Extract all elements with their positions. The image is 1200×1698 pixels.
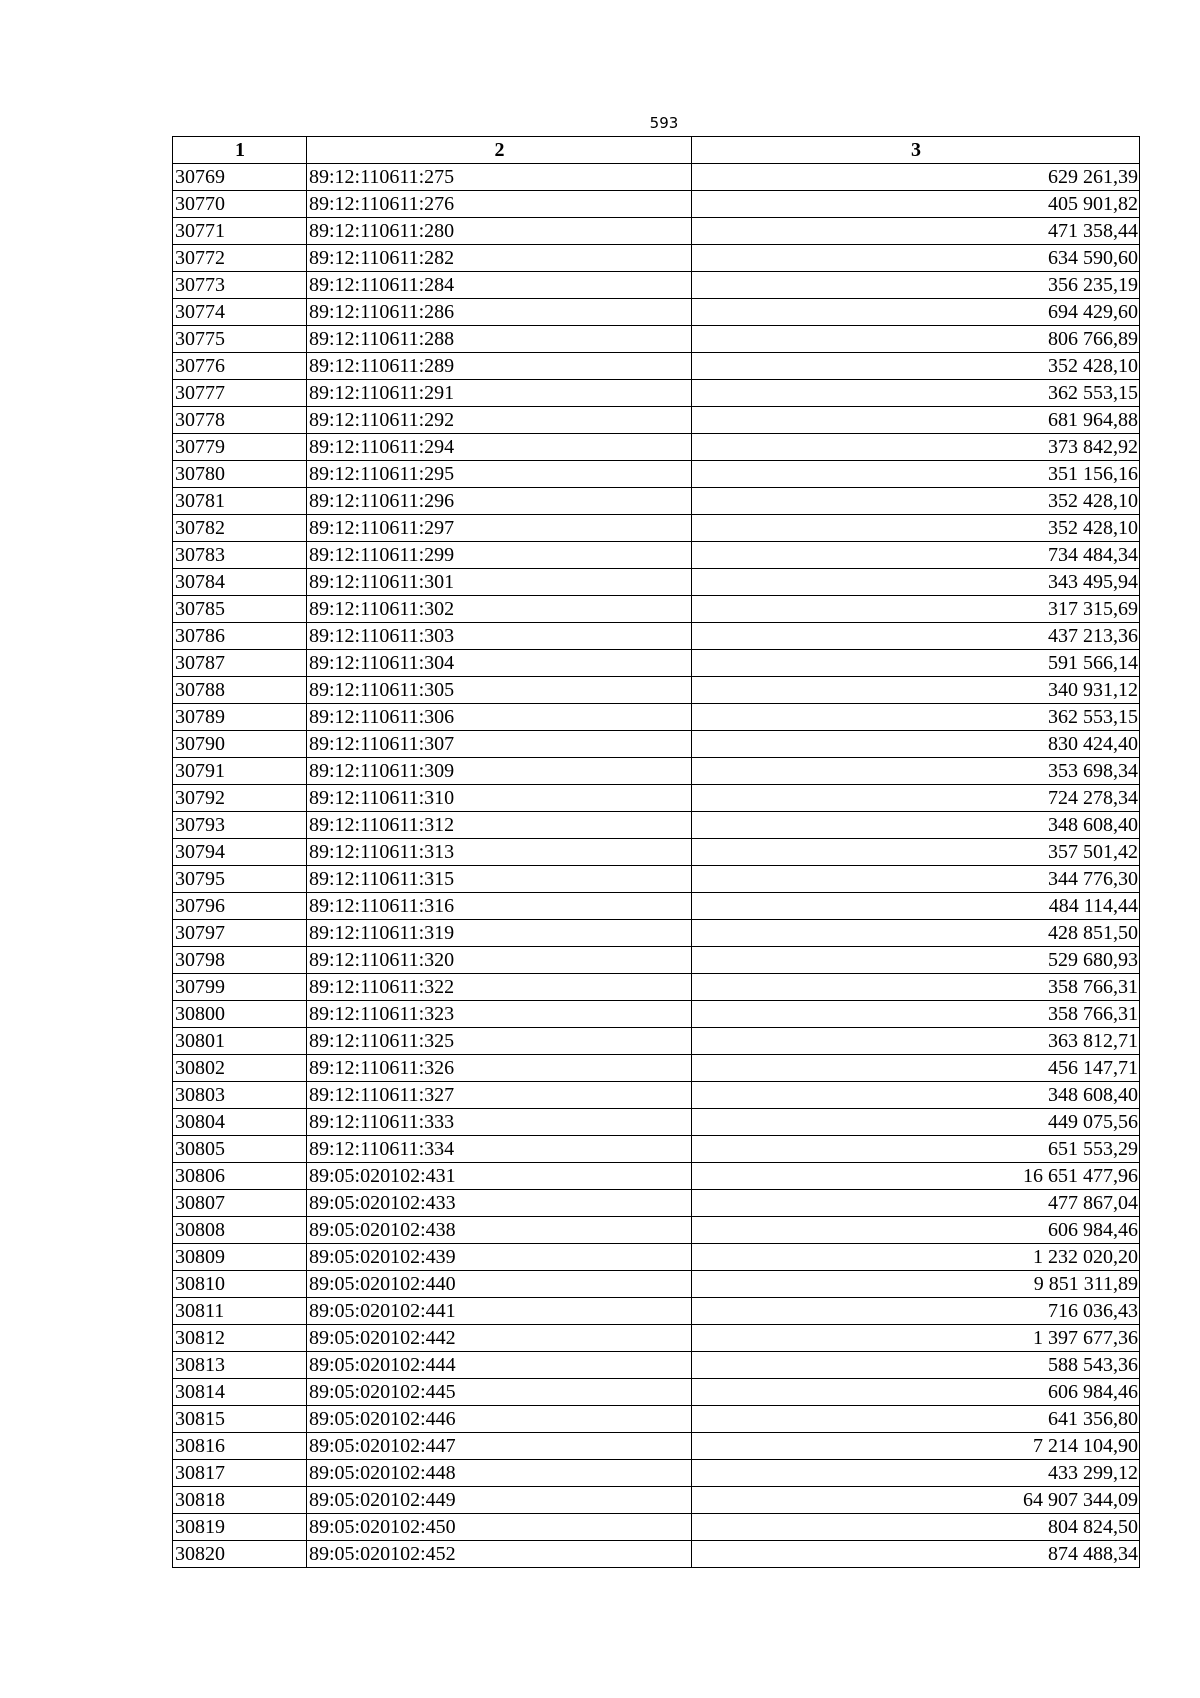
- row-number-cell: 30791: [173, 758, 307, 785]
- cadastral-number-cell: 89:05:020102:447: [307, 1433, 692, 1460]
- row-number-cell: 30770: [173, 191, 307, 218]
- row-number-cell: 30772: [173, 245, 307, 272]
- cadastral-number-cell: 89:05:020102:442: [307, 1325, 692, 1352]
- row-number-cell: 30815: [173, 1406, 307, 1433]
- cadastral-number-cell: 89:05:020102:441: [307, 1298, 692, 1325]
- value-cell: 634 590,60: [692, 245, 1140, 272]
- table-row: [173, 1460, 1140, 1487]
- table-row: [173, 812, 1140, 839]
- cadastral-number-cell: 89:12:110611:309: [307, 758, 692, 785]
- value-cell: 343 495,94: [692, 569, 1140, 596]
- cadastral-number-cell: 89:05:020102:448: [307, 1460, 692, 1487]
- row-number-cell: 30806: [173, 1163, 307, 1190]
- table-row: [173, 1379, 1140, 1406]
- cadastral-number-cell: 89:12:110611:295: [307, 461, 692, 488]
- cadastral-number-cell: 89:12:110611:310: [307, 785, 692, 812]
- value-cell: 874 488,34: [692, 1541, 1140, 1568]
- cadastral-number-cell: 89:12:110611:299: [307, 542, 692, 569]
- table-row: [173, 893, 1140, 920]
- table-row: [173, 1244, 1140, 1271]
- value-cell: 351 156,16: [692, 461, 1140, 488]
- value-cell: 734 484,34: [692, 542, 1140, 569]
- cadastral-number-cell: 89:12:110611:323: [307, 1001, 692, 1028]
- table-row: [173, 1514, 1140, 1541]
- column-header-3: 3: [692, 137, 1140, 164]
- row-number-cell: 30774: [173, 299, 307, 326]
- row-number-cell: 30794: [173, 839, 307, 866]
- cadastral-number-cell: 89:05:020102:445: [307, 1379, 692, 1406]
- cadastral-number-cell: 89:12:110611:301: [307, 569, 692, 596]
- row-number-cell: 30809: [173, 1244, 307, 1271]
- value-cell: 606 984,46: [692, 1217, 1140, 1244]
- row-number-cell: 30789: [173, 704, 307, 731]
- value-cell: 373 842,92: [692, 434, 1140, 461]
- table-row: [173, 677, 1140, 704]
- cadastral-number-cell: 89:12:110611:320: [307, 947, 692, 974]
- cadastral-number-cell: 89:12:110611:312: [307, 812, 692, 839]
- cadastral-number-cell: 89:12:110611:291: [307, 380, 692, 407]
- value-cell: 716 036,43: [692, 1298, 1140, 1325]
- table-row: [173, 704, 1140, 731]
- table-row: [173, 272, 1140, 299]
- row-number-cell: 30807: [173, 1190, 307, 1217]
- row-number-cell: 30811: [173, 1298, 307, 1325]
- table-row: [173, 623, 1140, 650]
- table-row: [173, 299, 1140, 326]
- table-row: [173, 542, 1140, 569]
- cadastral-number-cell: 89:12:110611:315: [307, 866, 692, 893]
- value-cell: 317 315,69: [692, 596, 1140, 623]
- row-number-cell: 30776: [173, 353, 307, 380]
- cadastral-number-cell: 89:12:110611:307: [307, 731, 692, 758]
- value-cell: 694 429,60: [692, 299, 1140, 326]
- row-number-cell: 30773: [173, 272, 307, 299]
- row-number-cell: 30816: [173, 1433, 307, 1460]
- row-number-cell: 30786: [173, 623, 307, 650]
- cadastral-number-cell: 89:05:020102:440: [307, 1271, 692, 1298]
- value-cell: 477 867,04: [692, 1190, 1140, 1217]
- table-row: [173, 947, 1140, 974]
- cadastral-number-cell: 89:12:110611:319: [307, 920, 692, 947]
- row-number-cell: 30810: [173, 1271, 307, 1298]
- row-number-cell: 30819: [173, 1514, 307, 1541]
- cadastral-number-cell: 89:05:020102:450: [307, 1514, 692, 1541]
- table-row: [173, 488, 1140, 515]
- table-row: [173, 758, 1140, 785]
- value-cell: 344 776,30: [692, 866, 1140, 893]
- cadastral-number-cell: 89:12:110611:326: [307, 1055, 692, 1082]
- value-cell: 358 766,31: [692, 974, 1140, 1001]
- table-row: [173, 1217, 1140, 1244]
- cadastral-number-cell: 89:05:020102:439: [307, 1244, 692, 1271]
- table-row: [173, 839, 1140, 866]
- row-number-cell: 30781: [173, 488, 307, 515]
- value-cell: 348 608,40: [692, 812, 1140, 839]
- row-number-cell: 30771: [173, 218, 307, 245]
- row-number-cell: 30769: [173, 164, 307, 191]
- cadastral-number-cell: 89:12:110611:305: [307, 677, 692, 704]
- row-number-cell: 30805: [173, 1136, 307, 1163]
- row-number-cell: 30784: [173, 569, 307, 596]
- value-cell: 358 766,31: [692, 1001, 1140, 1028]
- table-row: [173, 1109, 1140, 1136]
- cadastral-number-cell: 89:12:110611:327: [307, 1082, 692, 1109]
- value-cell: 641 356,80: [692, 1406, 1140, 1433]
- table-row: [173, 1055, 1140, 1082]
- value-cell: 353 698,34: [692, 758, 1140, 785]
- row-number-cell: 30782: [173, 515, 307, 542]
- value-cell: 362 553,15: [692, 380, 1140, 407]
- table-row: [173, 1136, 1140, 1163]
- row-number-cell: 30793: [173, 812, 307, 839]
- cadastral-number-cell: 89:12:110611:289: [307, 353, 692, 380]
- value-cell: 437 213,36: [692, 623, 1140, 650]
- row-number-cell: 30780: [173, 461, 307, 488]
- row-number-cell: 30792: [173, 785, 307, 812]
- value-cell: 352 428,10: [692, 515, 1140, 542]
- value-cell: 7 214 104,90: [692, 1433, 1140, 1460]
- table-row: [173, 920, 1140, 947]
- cadastral-number-cell: 89:12:110611:302: [307, 596, 692, 623]
- cadastral-number-cell: 89:05:020102:452: [307, 1541, 692, 1568]
- table-body: [173, 164, 1140, 1568]
- table-row: [173, 1271, 1140, 1298]
- table-row: [173, 569, 1140, 596]
- row-number-cell: 30818: [173, 1487, 307, 1514]
- value-cell: 529 680,93: [692, 947, 1140, 974]
- table-row: [173, 1001, 1140, 1028]
- value-cell: 362 553,15: [692, 704, 1140, 731]
- row-number-cell: 30790: [173, 731, 307, 758]
- row-number-cell: 30804: [173, 1109, 307, 1136]
- table-row: [173, 434, 1140, 461]
- cadastral-number-cell: 89:12:110611:306: [307, 704, 692, 731]
- row-number-cell: 30775: [173, 326, 307, 353]
- row-number-cell: 30787: [173, 650, 307, 677]
- table-row: [173, 515, 1140, 542]
- table-row: [173, 218, 1140, 245]
- value-cell: 405 901,82: [692, 191, 1140, 218]
- row-number-cell: 30803: [173, 1082, 307, 1109]
- value-cell: 1 232 020,20: [692, 1244, 1140, 1271]
- cadastral-number-cell: 89:12:110611:304: [307, 650, 692, 677]
- row-number-cell: 30799: [173, 974, 307, 1001]
- value-cell: 352 428,10: [692, 353, 1140, 380]
- table-row: [173, 1325, 1140, 1352]
- table-row: [173, 1028, 1140, 1055]
- cadastral-number-cell: 89:12:110611:303: [307, 623, 692, 650]
- cadastral-number-cell: 89:12:110611:292: [307, 407, 692, 434]
- row-number-cell: 30778: [173, 407, 307, 434]
- cadastral-number-cell: 89:05:020102:431: [307, 1163, 692, 1190]
- value-cell: 357 501,42: [692, 839, 1140, 866]
- value-cell: 484 114,44: [692, 893, 1140, 920]
- value-cell: 471 358,44: [692, 218, 1140, 245]
- cadastral-number-cell: 89:12:110611:286: [307, 299, 692, 326]
- row-number-cell: 30813: [173, 1352, 307, 1379]
- value-cell: 806 766,89: [692, 326, 1140, 353]
- row-number-cell: 30797: [173, 920, 307, 947]
- value-cell: 588 543,36: [692, 1352, 1140, 1379]
- table-row: [173, 326, 1140, 353]
- table-row: [173, 407, 1140, 434]
- cadastral-number-cell: 89:05:020102:438: [307, 1217, 692, 1244]
- row-number-cell: 30802: [173, 1055, 307, 1082]
- column-header-2: 2: [307, 137, 692, 164]
- table-row: [173, 1541, 1140, 1568]
- row-number-cell: 30812: [173, 1325, 307, 1352]
- cadastral-number-cell: 89:12:110611:334: [307, 1136, 692, 1163]
- table-row: [173, 380, 1140, 407]
- table-row: [173, 245, 1140, 272]
- value-cell: 681 964,88: [692, 407, 1140, 434]
- table-row: [173, 785, 1140, 812]
- value-cell: 449 075,56: [692, 1109, 1140, 1136]
- value-cell: 428 851,50: [692, 920, 1140, 947]
- page-number: 593: [649, 114, 679, 132]
- cadastral-number-cell: 89:12:110611:322: [307, 974, 692, 1001]
- table-row: [173, 974, 1140, 1001]
- value-cell: 9 851 311,89: [692, 1271, 1140, 1298]
- cadastral-number-cell: 89:12:110611:288: [307, 326, 692, 353]
- table-row: [173, 1352, 1140, 1379]
- table-row: [173, 164, 1140, 191]
- value-cell: 629 261,39: [692, 164, 1140, 191]
- table-row: [173, 461, 1140, 488]
- table-row: [173, 353, 1140, 380]
- cadastral-number-cell: 89:12:110611:294: [307, 434, 692, 461]
- value-cell: 352 428,10: [692, 488, 1140, 515]
- value-cell: 340 931,12: [692, 677, 1140, 704]
- value-cell: 433 299,12: [692, 1460, 1140, 1487]
- value-cell: 356 235,19: [692, 272, 1140, 299]
- table-row: [173, 731, 1140, 758]
- cadastral-number-cell: 89:12:110611:316: [307, 893, 692, 920]
- value-cell: 16 651 477,96: [692, 1163, 1140, 1190]
- value-cell: 363 812,71: [692, 1028, 1140, 1055]
- row-number-cell: 30817: [173, 1460, 307, 1487]
- header-row: [173, 137, 1140, 164]
- cadastral-number-cell: 89:12:110611:297: [307, 515, 692, 542]
- row-number-cell: 30777: [173, 380, 307, 407]
- row-number-cell: 30795: [173, 866, 307, 893]
- row-number-cell: 30788: [173, 677, 307, 704]
- row-number-cell: 30779: [173, 434, 307, 461]
- cadastral-number-cell: 89:05:020102:449: [307, 1487, 692, 1514]
- cadastral-number-cell: 89:05:020102:446: [307, 1406, 692, 1433]
- table-row: [173, 1406, 1140, 1433]
- table-row: [173, 191, 1140, 218]
- data-table: [172, 136, 1140, 1568]
- cadastral-number-cell: 89:12:110611:333: [307, 1109, 692, 1136]
- cadastral-number-cell: 89:12:110611:276: [307, 191, 692, 218]
- value-cell: 830 424,40: [692, 731, 1140, 758]
- cadastral-number-cell: 89:12:110611:282: [307, 245, 692, 272]
- table-row: [173, 596, 1140, 623]
- cadastral-number-cell: 89:12:110611:313: [307, 839, 692, 866]
- table-row: [173, 866, 1140, 893]
- row-number-cell: 30796: [173, 893, 307, 920]
- table-row: [173, 1082, 1140, 1109]
- value-cell: 606 984,46: [692, 1379, 1140, 1406]
- column-header-1: 1: [173, 137, 307, 164]
- cadastral-number-cell: 89:05:020102:433: [307, 1190, 692, 1217]
- value-cell: 456 147,71: [692, 1055, 1140, 1082]
- value-cell: 804 824,50: [692, 1514, 1140, 1541]
- table-row: [173, 1487, 1140, 1514]
- table-row: [173, 650, 1140, 677]
- value-cell: 348 608,40: [692, 1082, 1140, 1109]
- value-cell: 591 566,14: [692, 650, 1140, 677]
- table-row: [173, 1190, 1140, 1217]
- row-number-cell: 30808: [173, 1217, 307, 1244]
- value-cell: 64 907 344,09: [692, 1487, 1140, 1514]
- row-number-cell: 30801: [173, 1028, 307, 1055]
- table-row: [173, 1433, 1140, 1460]
- row-number-cell: 30783: [173, 542, 307, 569]
- cadastral-number-cell: 89:05:020102:444: [307, 1352, 692, 1379]
- row-number-cell: 30798: [173, 947, 307, 974]
- row-number-cell: 30800: [173, 1001, 307, 1028]
- value-cell: 651 553,29: [692, 1136, 1140, 1163]
- row-number-cell: 30785: [173, 596, 307, 623]
- table-row: [173, 1163, 1140, 1190]
- table-row: [173, 1298, 1140, 1325]
- cadastral-number-cell: 89:12:110611:280: [307, 218, 692, 245]
- cadastral-number-cell: 89:12:110611:284: [307, 272, 692, 299]
- value-cell: 724 278,34: [692, 785, 1140, 812]
- row-number-cell: 30820: [173, 1541, 307, 1568]
- cadastral-number-cell: 89:12:110611:325: [307, 1028, 692, 1055]
- value-cell: 1 397 677,36: [692, 1325, 1140, 1352]
- row-number-cell: 30814: [173, 1379, 307, 1406]
- cadastral-number-cell: 89:12:110611:296: [307, 488, 692, 515]
- cadastral-number-cell: 89:12:110611:275: [307, 164, 692, 191]
